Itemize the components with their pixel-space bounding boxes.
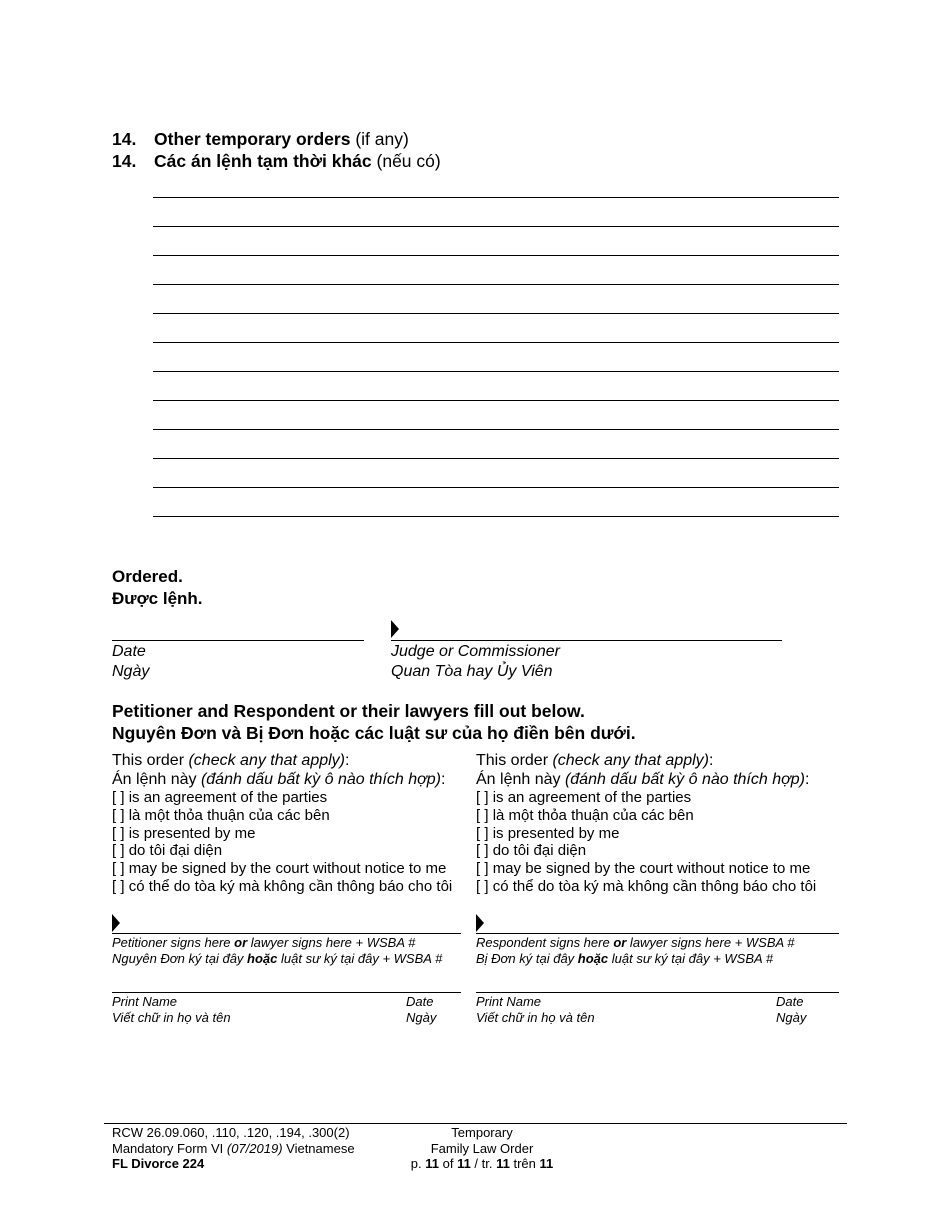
footer-left <box>112 1125 355 1172</box>
options-header-vi: Án lệnh này (đánh dấu bất kỳ ô nào thích hợp): <box>476 771 810 788</box>
writing-line[interactable] <box>153 371 839 372</box>
writing-line[interactable] <box>153 226 839 227</box>
options-header-vi: Án lệnh này (đánh dấu bất kỳ ô nào thích hợp): <box>112 771 446 788</box>
option-agreement-vi[interactable]: [ ] là một thỏa thuận của các bên <box>112 806 330 824</box>
fill-out-heading-en: Petitioner and Respondent or their lawyers fill out below. <box>112 701 585 721</box>
petitioner-print-name-line[interactable] <box>112 992 461 993</box>
checkbox[interactable]: [ ] <box>476 806 489 824</box>
footer-center <box>411 1125 553 1172</box>
respondent-print-name-line[interactable] <box>476 992 839 993</box>
date-signature-line[interactable] <box>112 640 364 641</box>
writing-line[interactable] <box>153 284 839 285</box>
petitioner-print-name-vi: Viết chữ in họ và tên <box>112 1010 231 1025</box>
petitioner-date-vi: Ngày <box>406 1010 437 1025</box>
checkbox[interactable]: [ ] <box>476 860 489 878</box>
respondent-date-vi: Ngày <box>776 1010 807 1025</box>
footer-rule <box>104 1123 847 1124</box>
fill-out-heading-vi: Nguyên Đơn và Bị Đơn hoặc các luật sư của họ điền bên dưới. <box>112 723 636 743</box>
checkbox[interactable]: [ ] <box>476 877 489 895</box>
petitioner-sign-label-vi: Nguyên Đơn ký tại đây hoặc luật sư ký tại đây + WSBA # <box>112 951 443 966</box>
sign-here-arrow-icon <box>391 620 399 638</box>
respondent-sign-label-en: Respondent signs here or lawyer signs here + WSBA # <box>476 935 795 950</box>
sign-here-arrow-icon <box>112 914 120 932</box>
option-no-notice-vi[interactable]: [ ] có thể do tòa ký mà không cần thông báo cho tôi <box>112 877 453 895</box>
ordered-vi: Được lệnh. <box>112 589 203 608</box>
option-no-notice-vi[interactable]: [ ] có thể do tòa ký mà không cần thông báo cho tôi <box>476 877 817 895</box>
footer-rcw: RCW 26.09.060, .110, .120, .194, .300(2) <box>112 1125 350 1140</box>
checkbox[interactable]: [ ] <box>112 806 125 824</box>
judge-label-en: Judge or Commissioner <box>391 643 560 660</box>
option-no-notice-en[interactable]: [ ] may be signed by the court without notice to me <box>112 860 447 878</box>
respondent-order-options <box>476 751 816 896</box>
option-agreement-en[interactable]: [ ] is an agreement of the parties <box>476 789 692 806</box>
petitioner-signature-line[interactable] <box>112 933 461 934</box>
writing-line[interactable] <box>153 342 839 343</box>
option-presented-vi[interactable]: [ ] do tôi đại diện <box>112 842 223 860</box>
respondent-print-name-en: Print Name <box>476 994 542 1009</box>
option-no-notice-en[interactable]: [ ] may be signed by the court without notice to me <box>476 860 811 878</box>
checkbox[interactable]: [ ] <box>112 877 125 895</box>
option-agreement-en[interactable]: [ ] is an agreement of the parties <box>112 789 328 806</box>
section-number: 14. <box>112 129 137 149</box>
writing-line[interactable] <box>153 197 839 198</box>
checkbox[interactable]: [ ] <box>112 860 125 878</box>
checkbox[interactable]: [ ] <box>112 842 125 860</box>
footer-title-1: Temporary <box>451 1125 513 1140</box>
writing-line[interactable] <box>153 255 839 256</box>
respondent-signature-line[interactable] <box>476 933 839 934</box>
petitioner-order-options <box>112 751 452 896</box>
ordered-en: Ordered. <box>112 567 183 586</box>
date-label-vi: Ngày <box>112 663 150 680</box>
writing-line[interactable] <box>153 313 839 314</box>
options-header-en: This order (check any that apply): <box>476 752 714 769</box>
writing-line[interactable] <box>153 487 839 488</box>
options-header-en: This order (check any that apply): <box>112 752 350 769</box>
footer-title-2: Family Law Order <box>430 1140 534 1156</box>
checkbox[interactable]: [ ] <box>112 824 125 842</box>
respondent-sign-label-vi: Bị Đơn ký tại đây hoặc luật sư ký tại đây + WSBA # <box>476 951 774 966</box>
checkbox[interactable]: [ ] <box>476 824 489 842</box>
writing-line[interactable] <box>153 458 839 459</box>
option-presented-vi[interactable]: [ ] do tôi đại diện <box>476 842 587 860</box>
writing-line[interactable] <box>153 516 839 517</box>
petitioner-print-name-en: Print Name <box>112 994 178 1009</box>
writing-line[interactable] <box>153 429 839 430</box>
respondent-print-name-vi: Viết chữ in họ và tên <box>476 1010 595 1025</box>
checkbox[interactable]: [ ] <box>476 842 489 860</box>
judge-label-vi: Quan Tòa hay Ủy Viên <box>391 663 553 680</box>
section-14-title-vi: 14. Các án lệnh tạm thời khác (nếu có) <box>112 151 441 171</box>
footer-form: Mandatory Form VI (07/2019) Vietnamese <box>112 1140 355 1156</box>
option-presented-en[interactable]: [ ] is presented by me <box>476 824 620 842</box>
section-number: 14. <box>112 151 137 171</box>
date-label-en: Date <box>112 643 146 660</box>
footer-page-number: p. 11 of 11 / tr. 11 trên 11 <box>410 1156 554 1171</box>
sign-here-arrow-icon <box>476 914 484 932</box>
petitioner-date-en: Date <box>406 994 434 1009</box>
option-presented-en[interactable]: [ ] is presented by me <box>112 824 256 842</box>
writing-line[interactable] <box>153 400 839 401</box>
petitioner-sign-label-en: Petitioner signs here or lawyer signs here + WSBA # <box>112 935 416 950</box>
checkbox[interactable]: [ ] <box>112 789 125 806</box>
judge-signature-line[interactable] <box>391 640 782 641</box>
footer-form-id: FL Divorce 224 <box>112 1156 205 1171</box>
respondent-date-en: Date <box>776 994 804 1009</box>
section-14-title-en: 14. Other temporary orders (if any) <box>112 129 409 149</box>
option-agreement-vi[interactable]: [ ] là một thỏa thuận của các bên <box>476 806 694 824</box>
checkbox[interactable]: [ ] <box>476 789 489 806</box>
